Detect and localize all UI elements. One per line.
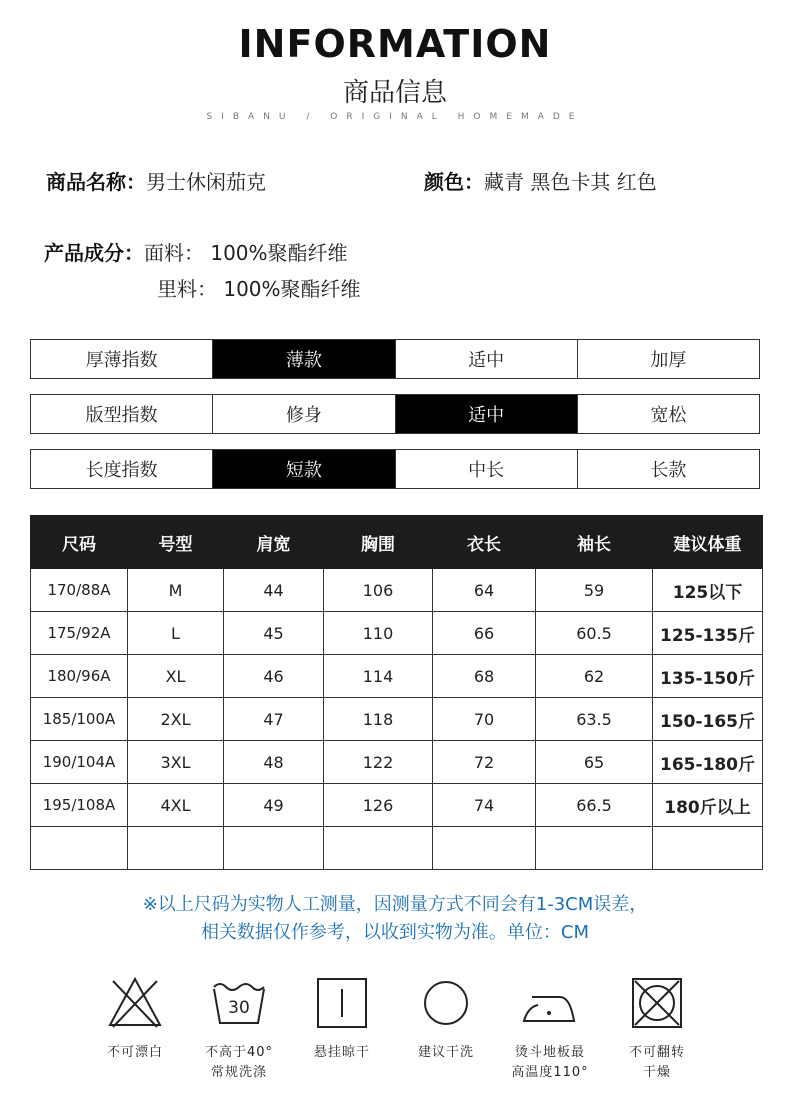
index-option: 加厚 — [577, 340, 759, 378]
composition-row — [44, 237, 348, 266]
size-cell: 68 — [433, 655, 536, 698]
size-cell: 3XL — [128, 741, 224, 784]
size-cell: 180/96A — [31, 655, 128, 698]
iron-icon — [520, 975, 580, 1031]
index-label: 版型指数 — [85, 405, 158, 426]
size-cell — [433, 827, 536, 870]
care-no-tumble — [607, 975, 707, 1083]
product-name-row — [46, 166, 266, 195]
care-dry-clean — [396, 975, 496, 1063]
size-table-header — [31, 516, 763, 569]
size-cell: 66.5 — [536, 784, 653, 827]
care-label: 悬挂晾干 — [313, 1045, 370, 1060]
index-option: 宽松 — [577, 395, 759, 433]
index-label: 长度指数 — [85, 460, 158, 481]
size-cell: 65 — [536, 741, 653, 784]
size-header-cell: 肩宽 — [224, 516, 324, 569]
size-cell: 59 — [536, 569, 653, 612]
size-cell: 126 — [324, 784, 433, 827]
wash-30-icon — [211, 975, 267, 1031]
composition-label: 产品成分： — [44, 241, 144, 265]
size-cell: 49 — [224, 784, 324, 827]
index-option: 短款 — [212, 450, 394, 488]
size-cell — [128, 827, 224, 870]
size-cell: 48 — [224, 741, 324, 784]
index-option: 修身 — [212, 395, 394, 433]
size-table — [30, 515, 763, 870]
size-cell: 185/100A — [31, 698, 128, 741]
subtitle: SIBANU / ORIGINAL HOMEMADE — [206, 112, 584, 122]
size-cell: XL — [128, 655, 224, 698]
size-cell: 45 — [224, 612, 324, 655]
size-cell: 135-150斤 — [653, 655, 763, 698]
product-name-label: 商品名称： — [46, 170, 146, 194]
line-dry-icon — [314, 975, 370, 1031]
care-label: 不可漂白 — [106, 1045, 163, 1060]
title-en: INFORMATION — [238, 22, 552, 66]
size-cell: 125以下 — [653, 569, 763, 612]
product-name-value: 男士休闲茄克 — [146, 170, 266, 194]
size-header-cell: 袖长 — [536, 516, 653, 569]
size-cell: 150-165斤 — [653, 698, 763, 741]
size-cell: 72 — [433, 741, 536, 784]
index-row — [30, 449, 760, 489]
color-row — [424, 166, 657, 195]
size-cell: 170/88A — [31, 569, 128, 612]
size-cell: 165-180斤 — [653, 741, 763, 784]
size-cell: M — [128, 569, 224, 612]
size-cell: 4XL — [128, 784, 224, 827]
size-cell — [324, 827, 433, 870]
size-header-cell: 尺码 — [31, 516, 128, 569]
index-row — [30, 394, 760, 434]
table-row — [31, 784, 763, 827]
fabric-value: 面料： 100%聚酯纤维 — [144, 241, 348, 265]
size-cell: 47 — [224, 698, 324, 741]
index-label: 厚薄指数 — [85, 350, 158, 371]
table-row — [31, 569, 763, 612]
note-line-1: ※以上尺码为实物人工测量，因测量方式不同会有1-3CM误差， — [142, 894, 648, 915]
size-cell: 46 — [224, 655, 324, 698]
size-header-cell: 衣长 — [433, 516, 536, 569]
table-row — [31, 741, 763, 784]
size-header-cell: 建议体重 — [653, 516, 763, 569]
size-cell: 74 — [433, 784, 536, 827]
svg-text:30: 30 — [228, 998, 250, 1018]
lining-value: 里料： 100%聚酯纤维 — [157, 277, 361, 301]
size-cell: 66 — [433, 612, 536, 655]
size-header-cell: 号型 — [128, 516, 224, 569]
care-iron — [500, 975, 600, 1083]
index-option: 长款 — [577, 450, 759, 488]
color-value: 藏青 黑色卡其 红色 — [484, 170, 657, 194]
care-label: 建议干洗 — [417, 1045, 474, 1060]
size-cell — [224, 827, 324, 870]
size-cell — [653, 827, 763, 870]
title-cn: 商品信息 — [342, 78, 447, 108]
index-option: 薄款 — [212, 340, 394, 378]
size-cell: 190/104A — [31, 741, 128, 784]
size-cell: 125-135斤 — [653, 612, 763, 655]
note-line-2: 相关数据仅作参考，以收到实物为准。单位：CM — [200, 922, 590, 943]
table-row — [31, 827, 763, 870]
index-option: 适中 — [395, 340, 577, 378]
size-cell: L — [128, 612, 224, 655]
size-header-cell: 胸围 — [324, 516, 433, 569]
size-cell: 110 — [324, 612, 433, 655]
care-label: 不高于40° 常规洗涤 — [204, 1045, 274, 1080]
size-cell: 122 — [324, 741, 433, 784]
size-cell: 2XL — [128, 698, 224, 741]
size-cell: 60.5 — [536, 612, 653, 655]
care-label: 烫斗地板最 高温度110° — [511, 1045, 589, 1080]
size-cell: 44 — [224, 569, 324, 612]
size-cell: 118 — [324, 698, 433, 741]
no-bleach-icon — [107, 975, 163, 1031]
dry-clean-icon — [418, 975, 474, 1031]
care-wash — [189, 975, 289, 1083]
size-cell: 64 — [433, 569, 536, 612]
size-cell: 195/108A — [31, 784, 128, 827]
table-row — [31, 655, 763, 698]
size-cell: 175/92A — [31, 612, 128, 655]
size-cell: 114 — [324, 655, 433, 698]
table-row — [31, 698, 763, 741]
care-label: 不可翻转 干燥 — [628, 1045, 685, 1080]
color-label: 颜色： — [424, 170, 484, 194]
size-cell: 63.5 — [536, 698, 653, 741]
care-no-bleach — [85, 975, 185, 1063]
size-cell: 70 — [433, 698, 536, 741]
table-row — [31, 612, 763, 655]
size-cell: 106 — [324, 569, 433, 612]
index-option: 适中 — [395, 395, 577, 433]
size-cell: 180斤以上 — [653, 784, 763, 827]
size-cell — [536, 827, 653, 870]
size-cell — [31, 827, 128, 870]
index-option: 中长 — [395, 450, 577, 488]
no-tumble-dry-icon — [629, 975, 685, 1031]
size-cell: 62 — [536, 655, 653, 698]
index-row — [30, 339, 760, 379]
care-line-dry — [292, 975, 392, 1063]
